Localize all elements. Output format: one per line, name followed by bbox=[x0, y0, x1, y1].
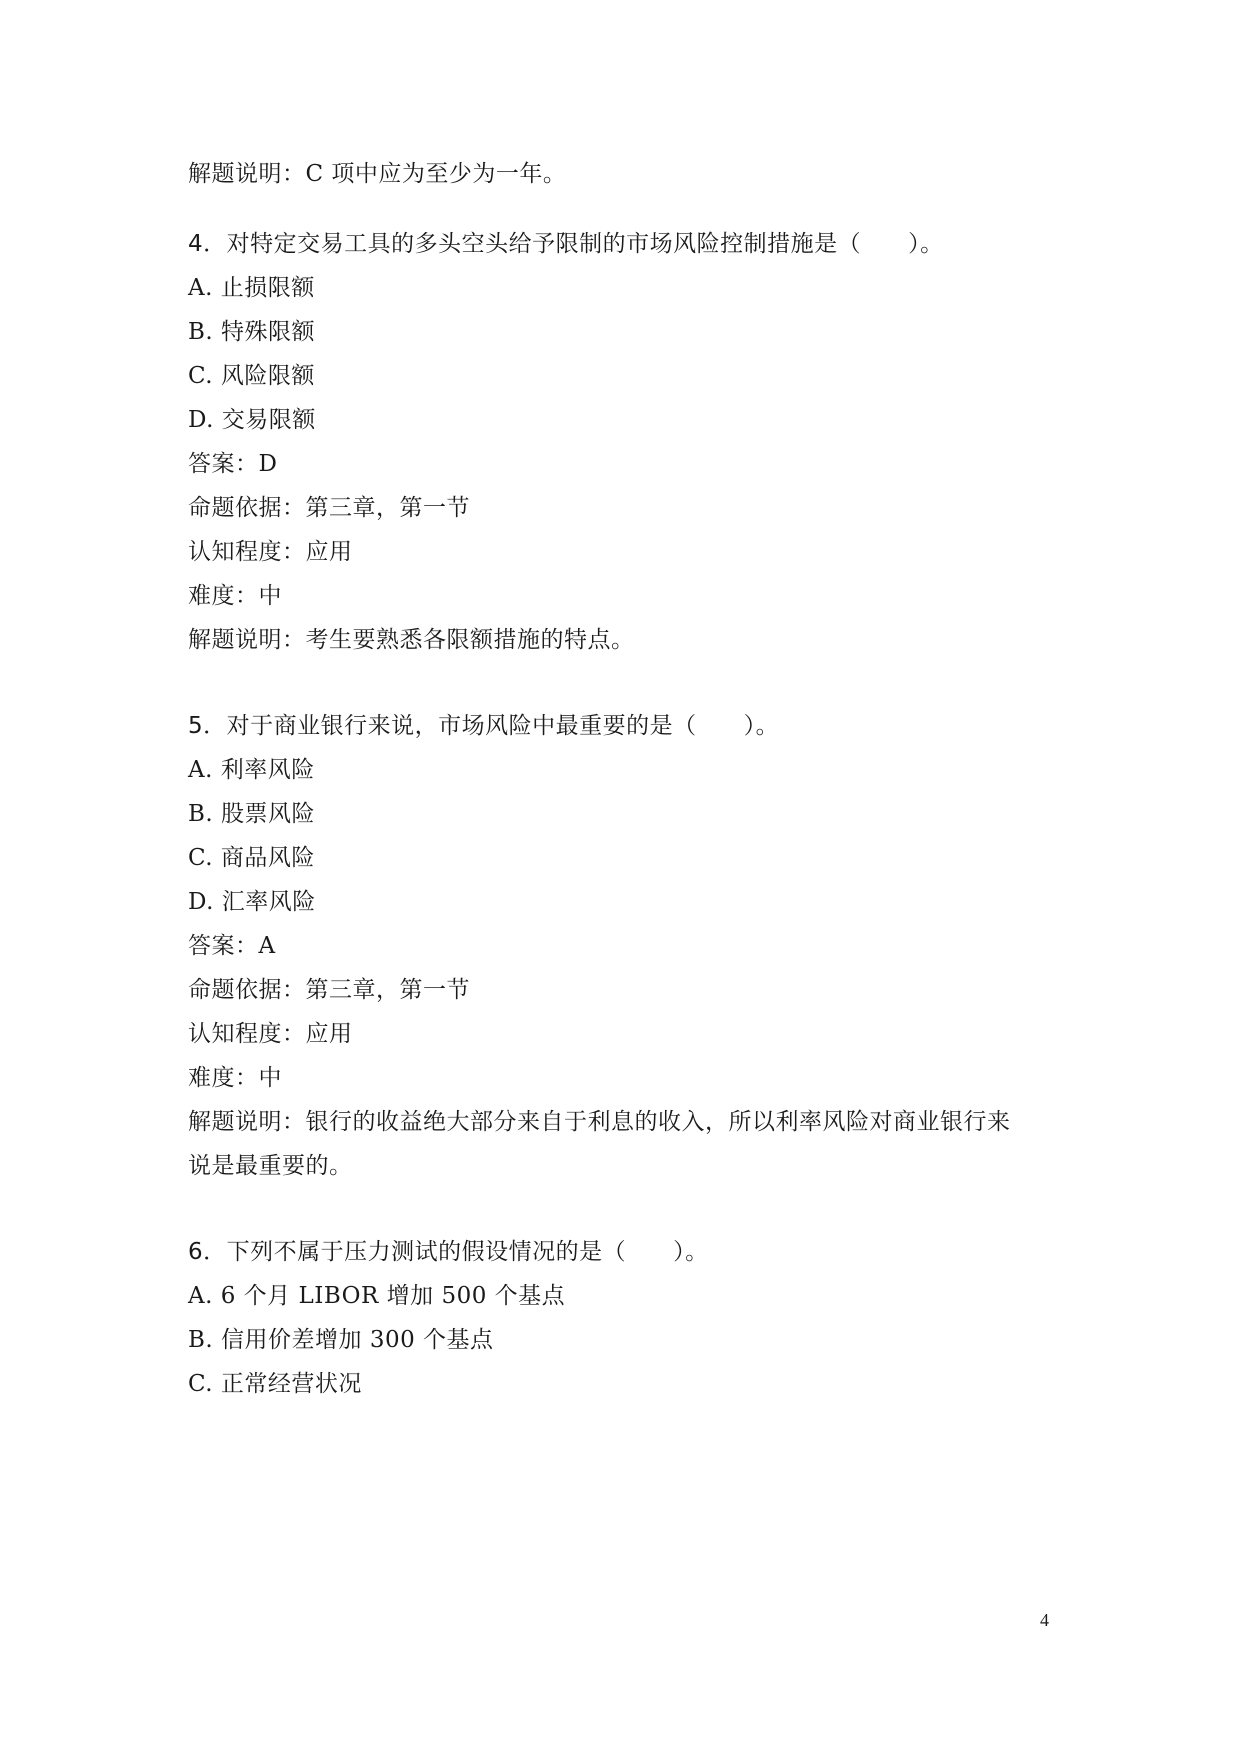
q4-option-b: B. 特殊限额 bbox=[188, 319, 316, 345]
q4-option-a: A. 止损限额 bbox=[188, 275, 315, 301]
q4-basis: 命题依据：第三章，第一节 bbox=[188, 495, 470, 521]
q5-option-d: D. 汇率风险 bbox=[188, 889, 316, 915]
q5-explanation-line2: 说是最重要的。 bbox=[188, 1153, 353, 1179]
q5-answer: 答案：A bbox=[188, 933, 276, 959]
q5-option-b: B. 股票风险 bbox=[188, 801, 316, 827]
q4-difficulty: 难度：中 bbox=[188, 583, 282, 609]
q4-cognition: 认知程度：应用 bbox=[188, 539, 353, 565]
q6-option-a: A. 6 个月 LIBOR 增加 500 个基点 bbox=[188, 1283, 566, 1309]
q3-explanation: 解题说明：C 项中应为至少为一年。 bbox=[188, 161, 567, 187]
q6-option-b: B. 信用价差增加 300 个基点 bbox=[188, 1327, 494, 1353]
q5-option-a: A. 利率风险 bbox=[188, 757, 315, 783]
q4-option-c: C. 风险限额 bbox=[188, 363, 315, 389]
q5-cognition: 认知程度：应用 bbox=[188, 1021, 353, 1047]
q5-difficulty: 难度：中 bbox=[188, 1065, 282, 1091]
page-number: 4 bbox=[1040, 1610, 1049, 1630]
q5-basis: 命题依据：第三章，第一节 bbox=[188, 977, 470, 1003]
q5-question: 5．对于商业银行来说，市场风险中最重要的是（ ）。 bbox=[188, 713, 780, 739]
q4-option-d: D. 交易限额 bbox=[188, 407, 316, 433]
q5-explanation-line1: 解题说明：银行的收益绝大部分来自于利息的收入，所以利率风险对商业银行来 bbox=[188, 1109, 1011, 1135]
q4-question: 4．对特定交易工具的多头空头给予限制的市场风险控制措施是（ ）。 bbox=[188, 231, 944, 257]
q5-option-c: C. 商品风险 bbox=[188, 845, 315, 871]
q6-option-c: C. 正常经营状况 bbox=[188, 1371, 362, 1397]
q4-explanation: 解题说明：考生要熟悉各限额措施的特点。 bbox=[188, 627, 635, 653]
q4-answer: 答案：D bbox=[188, 451, 278, 477]
q6-question: 6．下列不属于压力测试的假设情况的是（ ）。 bbox=[188, 1239, 709, 1265]
